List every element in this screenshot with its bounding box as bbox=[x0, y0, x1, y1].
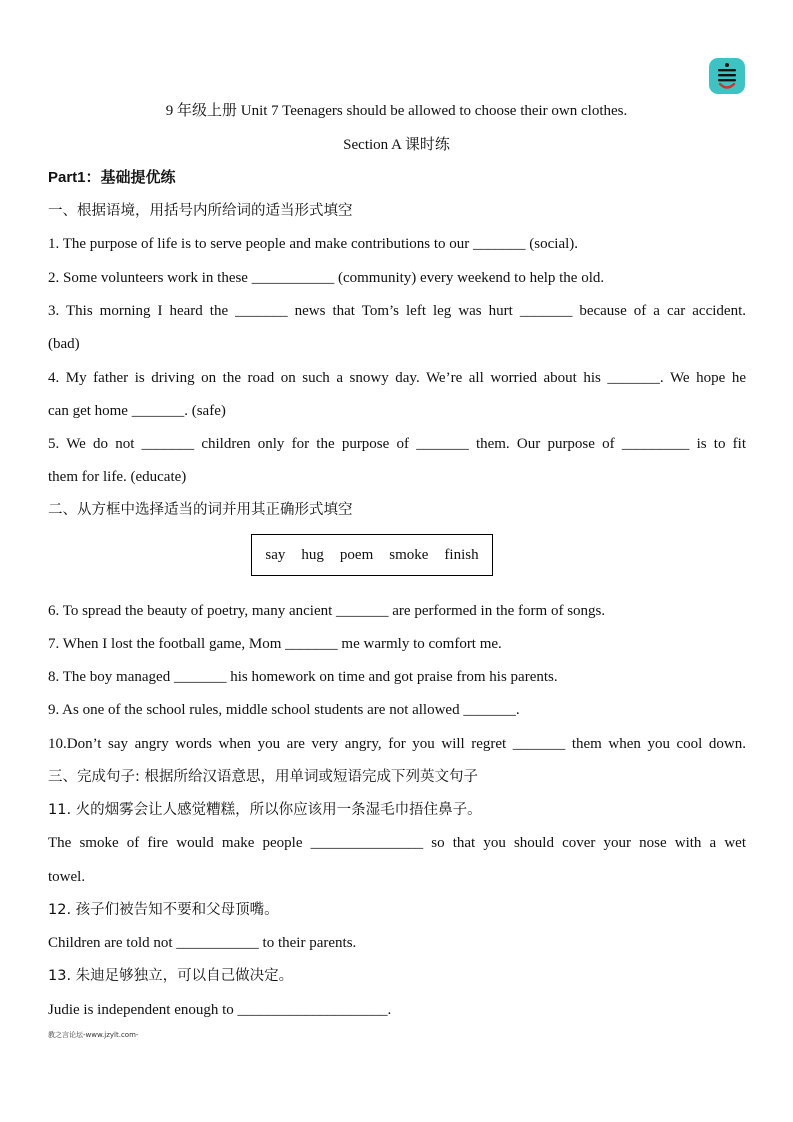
question-7: 7. When I lost the football game, Mom _______ me warmly to comfort me. bbox=[48, 636, 502, 652]
question-11-line2: towel. bbox=[48, 869, 86, 885]
question-12-chinese: 12. 孩子们被告知不要和父母顶嘴。 bbox=[48, 902, 279, 918]
question-3-line2: (bad) bbox=[48, 336, 80, 352]
question-8: 8. The boy managed _______ his homework on time and got praise from his parents. bbox=[48, 669, 558, 685]
section1-heading: 一、根据语境，用括号内所给词的适当形式填空 bbox=[48, 203, 353, 219]
question-4-line1: 4. My father is driving on the road on such a snowy day. We’re all worried about his _______. We hope he bbox=[48, 370, 746, 386]
question-5-line1: 5. We do not _______ children only for the purpose of _______ them. Our purpose of _________ is to fit bbox=[48, 436, 746, 452]
question-13: Judie is independent enough to ____________________. bbox=[48, 1002, 392, 1018]
word-box-item: smoke bbox=[389, 546, 429, 563]
word-box-item: say bbox=[265, 546, 286, 563]
footer-watermark: 教之言论坛-www.jzylt.com- bbox=[48, 1031, 139, 1039]
menu-smile-icon bbox=[709, 58, 745, 94]
question-2: 2. Some volunteers work in these ___________ (community) every weekend to help the old. bbox=[48, 270, 605, 286]
page-subtitle: Section A 课时练 bbox=[343, 137, 450, 153]
question-11-chinese: 11. 火的烟雾会让人感觉糟糕，所以你应该用一条湿毛巾捂住鼻子。 bbox=[48, 802, 482, 818]
word-box-item: poem bbox=[339, 546, 374, 563]
question-13-chinese: 13. 朱迪足够独立，可以自己做决定。 bbox=[48, 968, 294, 984]
word-box bbox=[251, 534, 493, 576]
word-box-item: hug bbox=[301, 546, 324, 563]
question-1: 1. The purpose of life is to serve people and make contributions to our _______ (social). bbox=[48, 236, 579, 252]
section3-heading: 三、完成句子: 根据所给汉语意思，用单词或短语完成下列英文句子 bbox=[48, 769, 478, 785]
question-9: 9. As one of the school rules, middle school students are not allowed _______. bbox=[48, 702, 520, 718]
page-title: 9 年级上册 Unit 7 Teenagers should be allowed to choose their own clothes. bbox=[165, 103, 628, 119]
question-3-line1: 3. This morning I heard the _______ news that Tom’s left leg was hurt _______ because of a car accident. bbox=[48, 303, 746, 319]
question-6: 6. To spread the beauty of poetry, many ancient _______ are performed in the form of songs. bbox=[48, 603, 606, 619]
part1-heading: Part1：基础提优练 bbox=[48, 169, 176, 186]
section2-heading: 二、从方框中选择适当的词并用其正确形式填空 bbox=[48, 502, 353, 518]
question-10: 10.Don’t say angry words when you are very angry, for you will regret _______ them when you cool down. bbox=[48, 736, 746, 752]
word-box-item: finish bbox=[444, 546, 479, 563]
question-4-line2: can get home _______. (safe) bbox=[48, 403, 226, 419]
question-5-line2: them for life. (educate) bbox=[48, 469, 187, 485]
question-11-line1: The smoke of fire would make people _______________ so that you should cover your nose with a wet bbox=[48, 835, 746, 851]
question-12: Children are told not ___________ to their parents. bbox=[48, 935, 357, 951]
